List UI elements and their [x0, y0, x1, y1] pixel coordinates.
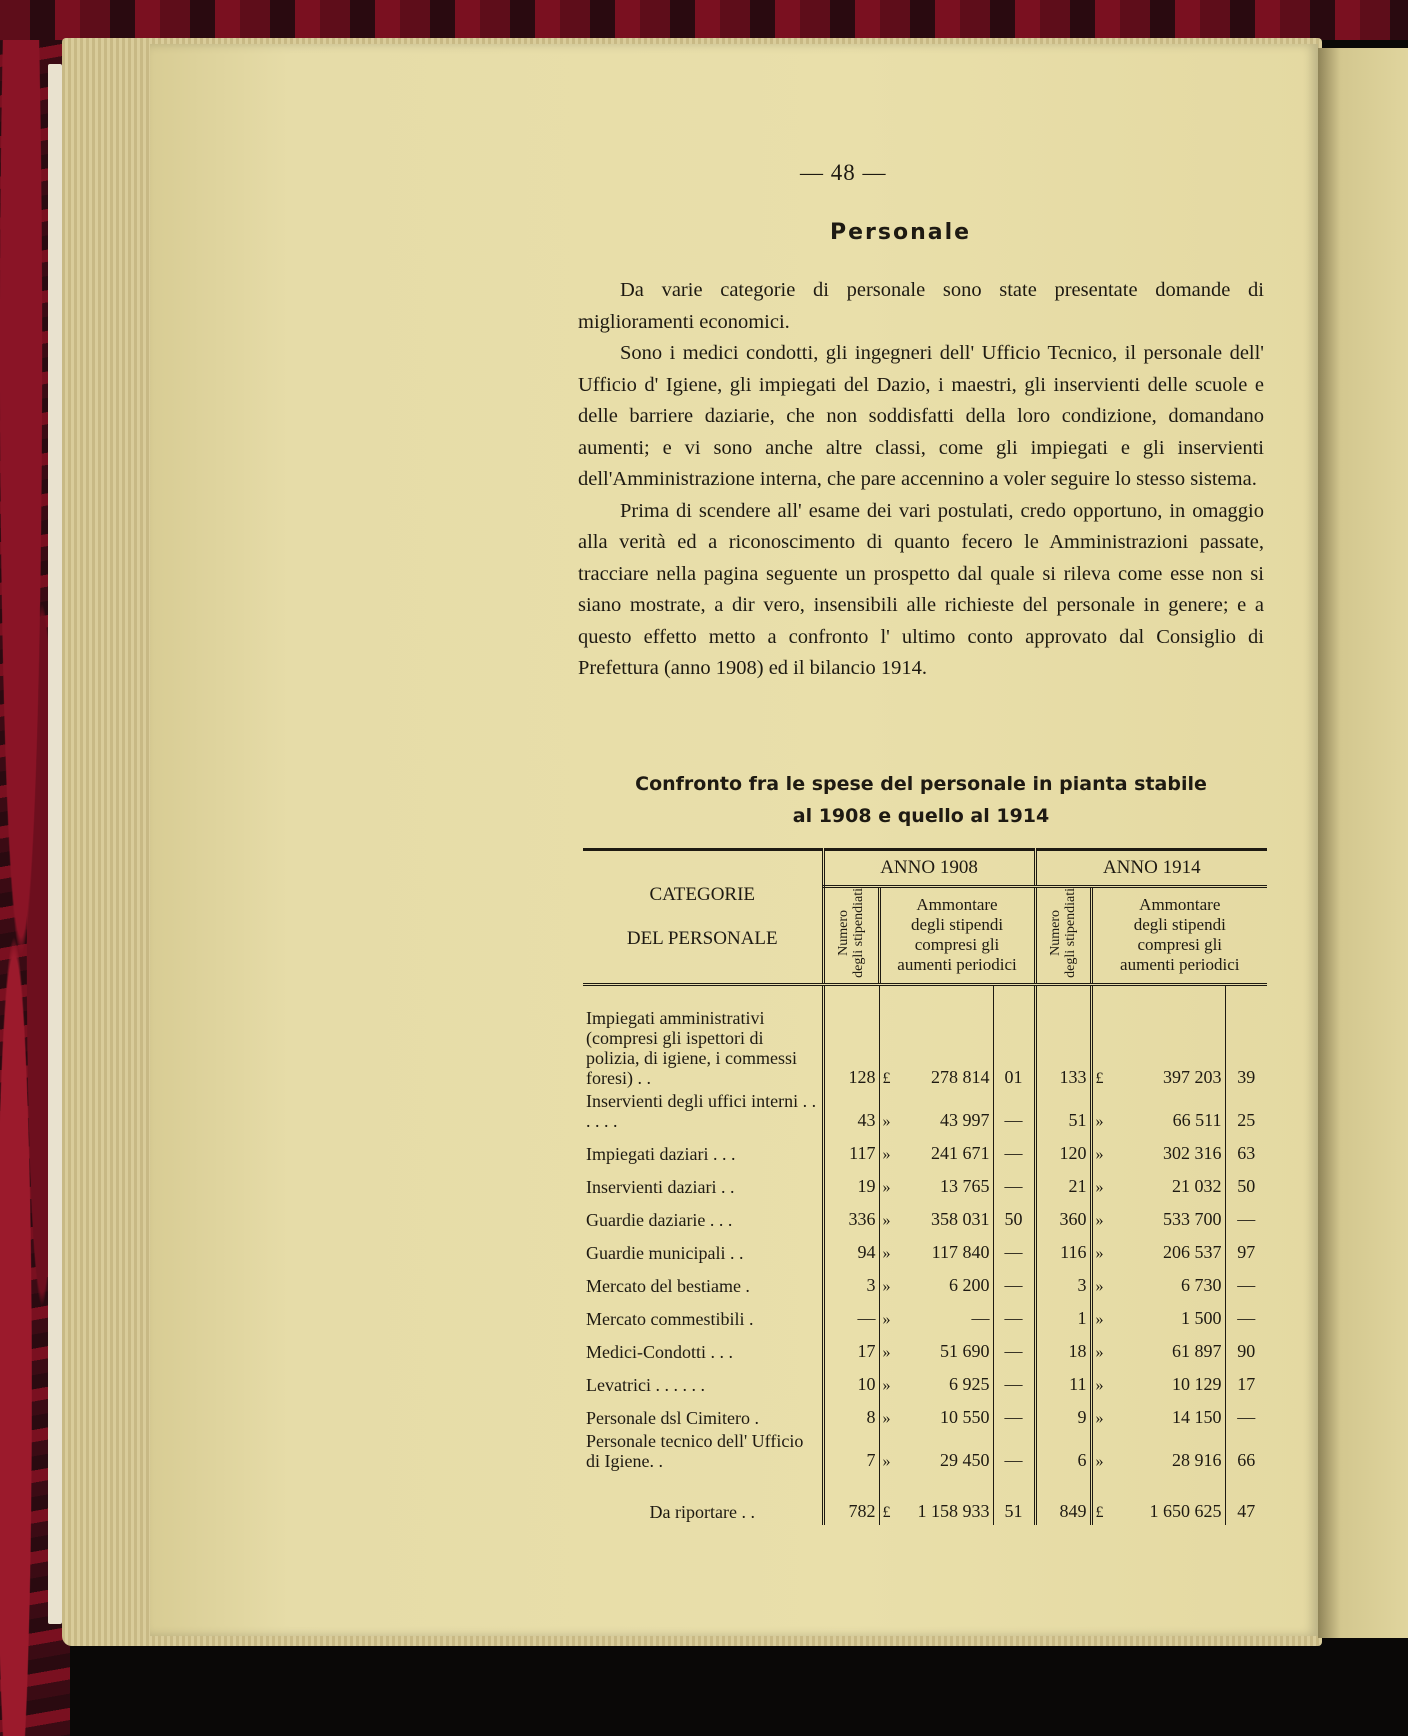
- paragraph: Prima di scendere all' esame dei vari postulati, credo opportuno, in omaggio alla verità ed a riconoscimento di quanto fecero le Amministrazioni passate, tracciare nella pagina seguente un prospetto dal quale si rileva come esse non si siano mostrate, a dir vero, insensibili alle richieste del personale in genere; e a questo effetto metto a confronto l' ultimo conto approvato dal Consiglio di Prefettura (anno 1908) ed il bilancio 1914.: [578, 499, 1264, 679]
- cell-cent1908: —: [993, 1233, 1035, 1266]
- table-row: [583, 1398, 1267, 1431]
- cell-cent1908: —: [993, 1398, 1035, 1431]
- cell-cent1914: 90: [1225, 1332, 1267, 1365]
- cell-cur1914: £: [1091, 1474, 1113, 1525]
- header-count-1914: Numero degli stipendiati: [1035, 887, 1091, 985]
- cell-n1914: 11: [1035, 1365, 1091, 1398]
- cell-n1908: —: [823, 1299, 879, 1332]
- cell-category: Guardie daziarie . . .: [586, 1209, 733, 1230]
- cell-lire1908: 13 765: [940, 1175, 990, 1196]
- table-row: [583, 1167, 1267, 1200]
- cell-cent1908: —: [993, 1332, 1035, 1365]
- cell-category: Mercato commestibili .: [586, 1308, 754, 1329]
- cell-lire1914: 10 129: [1172, 1373, 1222, 1394]
- table-body: [583, 984, 1267, 1525]
- cell-lire1914: 21 032: [1172, 1175, 1222, 1196]
- cell-n1914: 849: [1035, 1474, 1091, 1525]
- cell-n1914: 3: [1035, 1266, 1091, 1299]
- cell-cent1914: 47: [1225, 1474, 1267, 1525]
- header-count-1908: Numero degli stipendiati: [823, 887, 879, 985]
- cell-cent1908: 01: [993, 984, 1035, 1091]
- book-cover-top: [0, 0, 1408, 40]
- cell-cur1914: »: [1091, 1365, 1113, 1398]
- cell-cur1908: »: [879, 1332, 899, 1365]
- cell-n1914: 120: [1035, 1134, 1091, 1167]
- cell-lire1914: 1 500: [1181, 1307, 1222, 1328]
- cell-cent1914: 50: [1225, 1167, 1267, 1200]
- cell-category: Levatrici . . . . . .: [586, 1374, 705, 1395]
- cell-cent1908: —: [993, 1266, 1035, 1299]
- cell-n1914: 51: [1035, 1091, 1091, 1134]
- cell-n1908: 128: [823, 984, 879, 1091]
- cell-lire1908: 43 997: [940, 1109, 990, 1130]
- header-year-1914: ANNO 1914: [1035, 850, 1267, 887]
- next-page-edge: [1318, 48, 1408, 1638]
- header-amount-1908: Ammontare degli stipendi compresi gli aumenti periodici: [879, 887, 1035, 985]
- paragraph: Da varie categorie di personale sono state presentate domande di miglioramenti economici.: [578, 279, 1264, 333]
- cell-lire1914: 28 916: [1172, 1449, 1222, 1470]
- cell-n1908: 782: [823, 1474, 879, 1525]
- cell-cent1914: —: [1225, 1266, 1267, 1299]
- cell-cur1908: »: [879, 1233, 899, 1266]
- cell-lire1914: 6 730: [1181, 1274, 1222, 1295]
- cell-lire1914: 61 897: [1172, 1340, 1222, 1361]
- cell-cur1914: £: [1091, 984, 1113, 1091]
- cell-lire1908: 278 814: [931, 1066, 990, 1087]
- cell-category: Da riportare . .: [649, 1501, 755, 1522]
- cell-cent1908: —: [993, 1134, 1035, 1167]
- cell-category: Impiegati daziari . . .: [586, 1143, 736, 1164]
- cell-cent1914: —: [1225, 1398, 1267, 1431]
- header-amount-1914: Ammontare degli stipendi compresi gli aumenti periodici: [1091, 887, 1267, 985]
- cell-cent1914: 25: [1225, 1091, 1267, 1134]
- cell-cur1908: »: [879, 1266, 899, 1299]
- cell-cur1914: »: [1091, 1200, 1113, 1233]
- cell-cur1914: »: [1091, 1233, 1113, 1266]
- table-row: [583, 1233, 1267, 1266]
- table-row: [583, 1431, 1267, 1474]
- cell-lire1914: 1 650 625: [1149, 1500, 1222, 1521]
- cell-lire1908: 51 690: [940, 1340, 990, 1361]
- cell-lire1908: 358 031: [931, 1208, 990, 1229]
- cell-lire1914: 14 150: [1172, 1406, 1222, 1427]
- cell-lire1908: 10 550: [940, 1406, 990, 1427]
- paragraph: Sono i medici condotti, gli ingegneri dell' Ufficio Tecnico, il personale dell' Ufficio d' Igiene, gli impiegati del Dazio, i maestri, gli inservienti delle scuole e delle barriere daziarie, che non soddisfatti della loro condizione, domandano aumenti; e vi sono anche altre classi, come gli impiegati e gli inservienti dell'Amministrazione interna, che pare accennino a voler seguire lo stesso sistema.: [578, 342, 1264, 490]
- cell-cur1914: »: [1091, 1299, 1113, 1332]
- table-row: [583, 1091, 1267, 1134]
- cell-cent1908: 51: [993, 1474, 1035, 1525]
- cell-cur1908: »: [879, 1299, 899, 1332]
- cell-cur1908: »: [879, 1431, 899, 1474]
- header-category: CATEGORIE DEL PERSONALE: [583, 850, 823, 985]
- cell-lire1914: 206 537: [1163, 1241, 1222, 1262]
- cell-lire1908: 6 925: [949, 1373, 990, 1394]
- cell-cur1908: »: [879, 1200, 899, 1233]
- cell-cent1908: —: [993, 1431, 1035, 1474]
- table-row: [583, 1134, 1267, 1167]
- cell-category: Medici-Condotti . . .: [586, 1341, 733, 1362]
- cell-n1914: 9: [1035, 1398, 1091, 1431]
- cell-cur1914: »: [1091, 1167, 1113, 1200]
- cell-n1914: 6: [1035, 1431, 1091, 1474]
- cell-lire1908: 241 671: [931, 1142, 990, 1163]
- cell-category: Personale tecnico dell' Ufficio di Igiene. .: [586, 1430, 804, 1471]
- cell-n1914: 116: [1035, 1233, 1091, 1266]
- cell-cent1914: 66: [1225, 1431, 1267, 1474]
- table-row: [583, 984, 1267, 1091]
- cell-cur1914: »: [1091, 1431, 1113, 1474]
- table-title-line-2: al 1908 e quello al 1914: [792, 805, 1050, 827]
- cell-category: Impiegati amministrativi (compresi gli ispettori di polizia, di igiene, i commessi foresi) . .: [586, 1007, 797, 1088]
- table-row: [583, 1299, 1267, 1332]
- table-row: [583, 1332, 1267, 1365]
- cell-cent1908: —: [993, 1299, 1035, 1332]
- cell-lire1908: 6 200: [949, 1274, 990, 1295]
- cell-cur1908: »: [879, 1134, 899, 1167]
- comparison-table: [583, 848, 1267, 1525]
- cell-category: Personale dsl Cimitero .: [586, 1407, 759, 1428]
- table-title: [578, 768, 1264, 832]
- header-year-1908: ANNO 1908: [823, 850, 1035, 887]
- table-row: [583, 1266, 1267, 1299]
- body-text: [578, 275, 1264, 685]
- section-title: Personale: [830, 220, 972, 245]
- cell-cur1914: »: [1091, 1332, 1113, 1365]
- cell-cent1908: 50: [993, 1200, 1035, 1233]
- cell-lire1908: —: [971, 1307, 990, 1328]
- cell-lire1914: 397 203: [1163, 1066, 1222, 1087]
- cell-cent1914: —: [1225, 1299, 1267, 1332]
- cell-cent1914: 39: [1225, 984, 1267, 1091]
- cell-n1908: 94: [823, 1233, 879, 1266]
- cell-n1914: 1: [1035, 1299, 1091, 1332]
- cell-n1914: 18: [1035, 1332, 1091, 1365]
- cell-n1914: 133: [1035, 984, 1091, 1091]
- cell-n1908: 7: [823, 1431, 879, 1474]
- cell-lire1908: 29 450: [940, 1449, 990, 1470]
- cell-cent1914: —: [1225, 1200, 1267, 1233]
- cell-lire1908: 1 158 933: [917, 1500, 990, 1521]
- cell-category: Guardie municipali . .: [586, 1242, 744, 1263]
- cell-category: Mercato del bestiame .: [586, 1275, 750, 1296]
- table-total-row: [583, 1474, 1267, 1525]
- cell-n1908: 336: [823, 1200, 879, 1233]
- table-row: [583, 1365, 1267, 1398]
- table-row: [583, 1200, 1267, 1233]
- cell-n1908: 43: [823, 1091, 879, 1134]
- cell-cent1914: 63: [1225, 1134, 1267, 1167]
- cell-n1908: 10: [823, 1365, 879, 1398]
- cell-category: Inservienti degli uffici interni . . . . . .: [586, 1090, 817, 1131]
- cell-n1908: 19: [823, 1167, 879, 1200]
- cell-n1914: 21: [1035, 1167, 1091, 1200]
- cell-cur1908: »: [879, 1398, 899, 1431]
- cell-lire1914: 533 700: [1163, 1208, 1222, 1229]
- cell-n1914: 360: [1035, 1200, 1091, 1233]
- cell-cur1908: »: [879, 1365, 899, 1398]
- cell-cur1908: £: [879, 1474, 899, 1525]
- cell-cur1914: »: [1091, 1134, 1113, 1167]
- cell-n1908: 17: [823, 1332, 879, 1365]
- cell-cent1908: —: [993, 1091, 1035, 1134]
- cell-lire1908: 117 840: [931, 1241, 990, 1262]
- table-title-line-1: Confronto fra le spese del personale in pianta stabile: [635, 773, 1207, 795]
- cell-n1908: 8: [823, 1398, 879, 1431]
- cell-cur1908: »: [879, 1167, 899, 1200]
- cell-cur1914: »: [1091, 1266, 1113, 1299]
- cell-cent1914: 17: [1225, 1365, 1267, 1398]
- cell-cur1908: £: [879, 984, 899, 1091]
- cell-n1908: 3: [823, 1266, 879, 1299]
- cell-n1908: 117: [823, 1134, 879, 1167]
- cell-cent1908: —: [993, 1167, 1035, 1200]
- cell-lire1914: 66 511: [1172, 1109, 1222, 1130]
- cell-cur1914: »: [1091, 1091, 1113, 1134]
- cell-cent1914: 97: [1225, 1233, 1267, 1266]
- cell-cur1914: »: [1091, 1398, 1113, 1431]
- cell-category: Inservienti daziari . .: [586, 1176, 735, 1197]
- cell-lire1914: 302 316: [1163, 1142, 1222, 1163]
- cover-edge: [48, 64, 62, 1624]
- page-number: — 48 —: [800, 160, 887, 185]
- cell-cur1908: »: [879, 1091, 899, 1134]
- cell-cent1908: —: [993, 1365, 1035, 1398]
